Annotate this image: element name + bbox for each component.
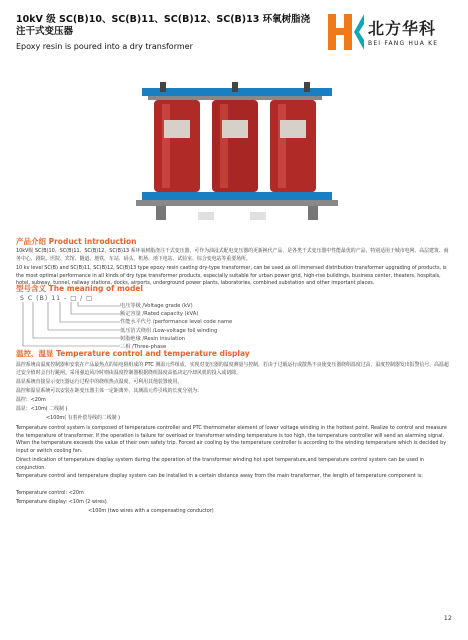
temp-en-display-2: <100m (two wires with a compensating conductor) xyxy=(88,508,214,514)
list-item: 性能水平代号 /performance level code name xyxy=(120,319,233,326)
product-intro-cn: 10kV级 SC(B)10、SC(B)11、SC(B)12、SC(B)13 系环氧树脂浇注干式变压器，可作为油浸式配电变压器的更新换代产品，是各类干式变压器中性能最优的产品，特别适用于城市电网、高层建筑、商务中心、剧院、医院、宾馆、隧道、地铁、车站、码头、机场、地下电站、试验室、综合变电站等重要场所。 xyxy=(16,248,449,262)
list-item: 低压箔式绕组 /Low-voltage foil winding xyxy=(120,327,218,334)
temp-cn-display-2: <100m( 有着补偿导线的二线制 ) xyxy=(46,415,121,421)
temp-cn-display-1: 温显：<10m( 二线制 ) xyxy=(16,406,68,412)
temp-cn-paragraph-2: 温显系统直接显示变压器运行过程中的绕组热点温度，可利用其他装置使用。 xyxy=(16,379,183,385)
section-heading-model-meaning: 型号含义 The meaning of model xyxy=(16,284,143,293)
temp-cn-control: 温控：<20m xyxy=(16,397,46,403)
product-intro-en: 10 kv level SC(B) and SC(B)11, SC(B)12, SC(B)13 type epoxy resin casting dry-type transformer, can be used as oil immersed distribution transformer upgrading of products, is the most optimal performance in all kinds of dry type transformer products, especially suitable for urban power grid, high-rise buildings, business center, theaters, hospitals, hotel, subway, tunnel, railway stations, docks, airports, underground power plants, laboratories, combined substation and other important places. xyxy=(16,265,447,287)
temp-cn-paragraph-1: 温控系统由温度控制器和安装在产品最热点的铂电阻组成的 PTC 测温元件组成，实现对变压器的温度测量与控制，若由于过载运行或散热不良使变压器绕组温度过高，温度控制器发出报警信号，高温超过安全值时会自行跳闸。采用强迫风冷时则由温度控制器根据绕组温度高低决定冷却风机的投入或切除。 xyxy=(16,362,449,376)
list-item: 额定容量 /Rated capacity (kVA) xyxy=(120,311,199,318)
temp-en-display-1: Temperature display: <10m (2 wires) xyxy=(16,499,107,505)
section-heading-product-intro: 产品介绍 Product introduction xyxy=(16,237,137,246)
model-meaning-list xyxy=(120,302,232,351)
logo-mark-icon xyxy=(328,14,364,50)
model-code: S C (B) 11 - □ / □ xyxy=(20,295,93,302)
title-en: Epoxy resin is poured into a dry transformer xyxy=(16,42,193,51)
temp-en-paragraph-3: Temperature control and temperature display system can be installed in a certain distance away from the main transformer, the length of temperature component is: xyxy=(16,473,423,479)
temp-en-paragraph-2: Direct indication of temperature display system during the operation of the transformer winding hot spot temperature,and temperature control system can be used in conjunction. xyxy=(16,457,425,471)
company-logo xyxy=(328,12,456,58)
transformer-photo xyxy=(100,80,370,225)
list-item: 电压等级 /Voltage grade (kV) xyxy=(120,303,193,309)
temp-cn-paragraph-3: 温控和温显系统可以安装在距变压器主体一定距离外，其测温元件引线的长度分别为： xyxy=(16,388,202,394)
logo-sub: BEI FANG HUA KE xyxy=(368,40,439,47)
section-heading-temperature: 温控、温显 Temperature control and temperature display xyxy=(16,349,250,358)
list-item: 三相 /Three-phase xyxy=(120,344,167,351)
list-item: 树脂绝缘 /Resin insulation xyxy=(120,335,186,342)
title-cn: 10kV 级 SC(B)10、SC(B)11、SC(B)12、SC(B)13 环氧树脂浇注干式变压器 xyxy=(16,14,311,37)
temp-en-paragraph-1: Temperature control system is composed of temperature controller and PTC thermometer element of lower voltage winding in the hottest point. Realize to control and measure the temperature of transformer. If the operation is failure for overload or transformer winding temperature is too high, the temperature controller will send an alarming signal. When the temperature exceeds the value of their own safety trip. Forced air cooling by the temperature controller is according to the winding temperature which is decided by input or switch cooling fan. xyxy=(16,425,447,454)
title-block xyxy=(16,14,316,53)
page-number: 12 xyxy=(443,614,452,622)
logo-name: 北方华科 xyxy=(368,19,437,38)
temp-en-control: Temperature control: <20m xyxy=(16,490,84,496)
